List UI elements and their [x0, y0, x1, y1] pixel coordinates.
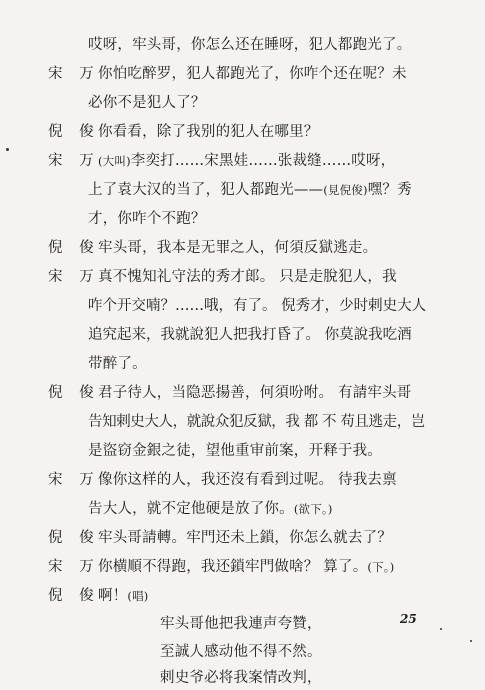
speaker-label: 宋 万: [48, 66, 100, 82]
verse-line: 至誠人感动他不得不然。: [160, 644, 322, 660]
speaker-label: 宋 万: [48, 153, 100, 169]
dialogue-line: 告知剌史大人，就說众犯反獄，我 都 不 苟且逃走，岂: [88, 414, 425, 430]
verse-line: 剌史爷必将我案情改判，: [160, 670, 322, 686]
speaker-label: 倪 俊: [48, 588, 100, 604]
stage-direction: (欲下。): [293, 502, 333, 516]
scan-speck: [440, 628, 442, 630]
dialogue-line: [88, 180, 412, 200]
dialogue-line: 你怕吃醉罗，犯人都跑光了，你咋个还在呢？未: [98, 66, 407, 82]
dialogue-line: 像你这样的人，我还沒有看到过呢。 待我去禀: [98, 472, 397, 488]
speaker-label: 宋 万: [48, 472, 100, 488]
speaker-label: 宋 万: [48, 269, 100, 285]
stage-direction: (見倪俊): [323, 183, 368, 197]
dialogue-text: 告大人，就不定他硬是放了你。: [88, 501, 294, 517]
speaker-label: 倪 俊: [48, 385, 100, 401]
speaker-label: 倪 俊: [48, 240, 100, 256]
verse-line: 牢头哥他把我連声夸贊，: [160, 616, 322, 632]
dialogue-line: 你看看，除了我别的犯人在哪里？: [98, 124, 319, 140]
dialogue-line: 牢头哥請轉。牢門还未上鎖，你怎么就去了？: [98, 530, 392, 546]
stage-direction: (下。): [367, 560, 395, 574]
dialogue-line: 带醉了。: [88, 356, 147, 372]
speaker-label: 宋 万: [48, 559, 100, 575]
stage-direction: (大叫): [98, 154, 131, 168]
dialogue-line: [98, 151, 395, 171]
dialogue-line: 咋个开交喃？……哦，有了。 倪秀才，少时剌史大人: [88, 298, 427, 314]
dialogue-line: 哎呀，牢头哥，你怎么还在睡呀，犯人都跑光了。: [88, 37, 412, 53]
dialogue-line: 追究起来，我就說犯人把我打昏了。 你莫說我吃酒: [88, 327, 412, 343]
dialogue-line: [98, 586, 148, 606]
dialogue-text: 李奕打……宋黑娃……张裁缝……哎呀，: [130, 153, 396, 169]
dialogue-line: 牢头哥，我本是无罪之人，何須反獄逃走。: [98, 240, 378, 256]
speaker-label: 倪 俊: [48, 530, 100, 546]
dialogue-line: [88, 499, 333, 519]
dialogue-line: 君子待人，当隐恶揚善，何須吩咐。 有請牢头哥: [98, 385, 412, 401]
stage-direction: (唱): [127, 589, 149, 603]
dialogue-text: 你横順不得跑，我还鎖牢門做啥？ 算了。: [98, 559, 368, 575]
page-number: 25: [400, 612, 417, 626]
scan-speck: [470, 640, 472, 642]
dialogue-line: [98, 557, 394, 577]
speaker-label: 倪 俊: [48, 124, 100, 140]
dialogue-text: 上了袁大汉的当了，犯人都跑光——: [88, 182, 324, 198]
dialogue-text: 啊！: [98, 588, 128, 604]
dialogue-line: 真不愧知礼守法的秀才郎。 只是走脫犯人，我: [98, 269, 397, 285]
scan-speck: [6, 148, 9, 151]
dialogue-line: 必你不是犯人了？: [88, 95, 206, 111]
dialogue-line: 是盜窃金銀之徒，望他重审前案，开释于我。: [88, 443, 382, 459]
dialogue-text: 嘿？秀: [367, 182, 412, 198]
dialogue-line: 才，你咋个不跑？: [88, 211, 206, 227]
